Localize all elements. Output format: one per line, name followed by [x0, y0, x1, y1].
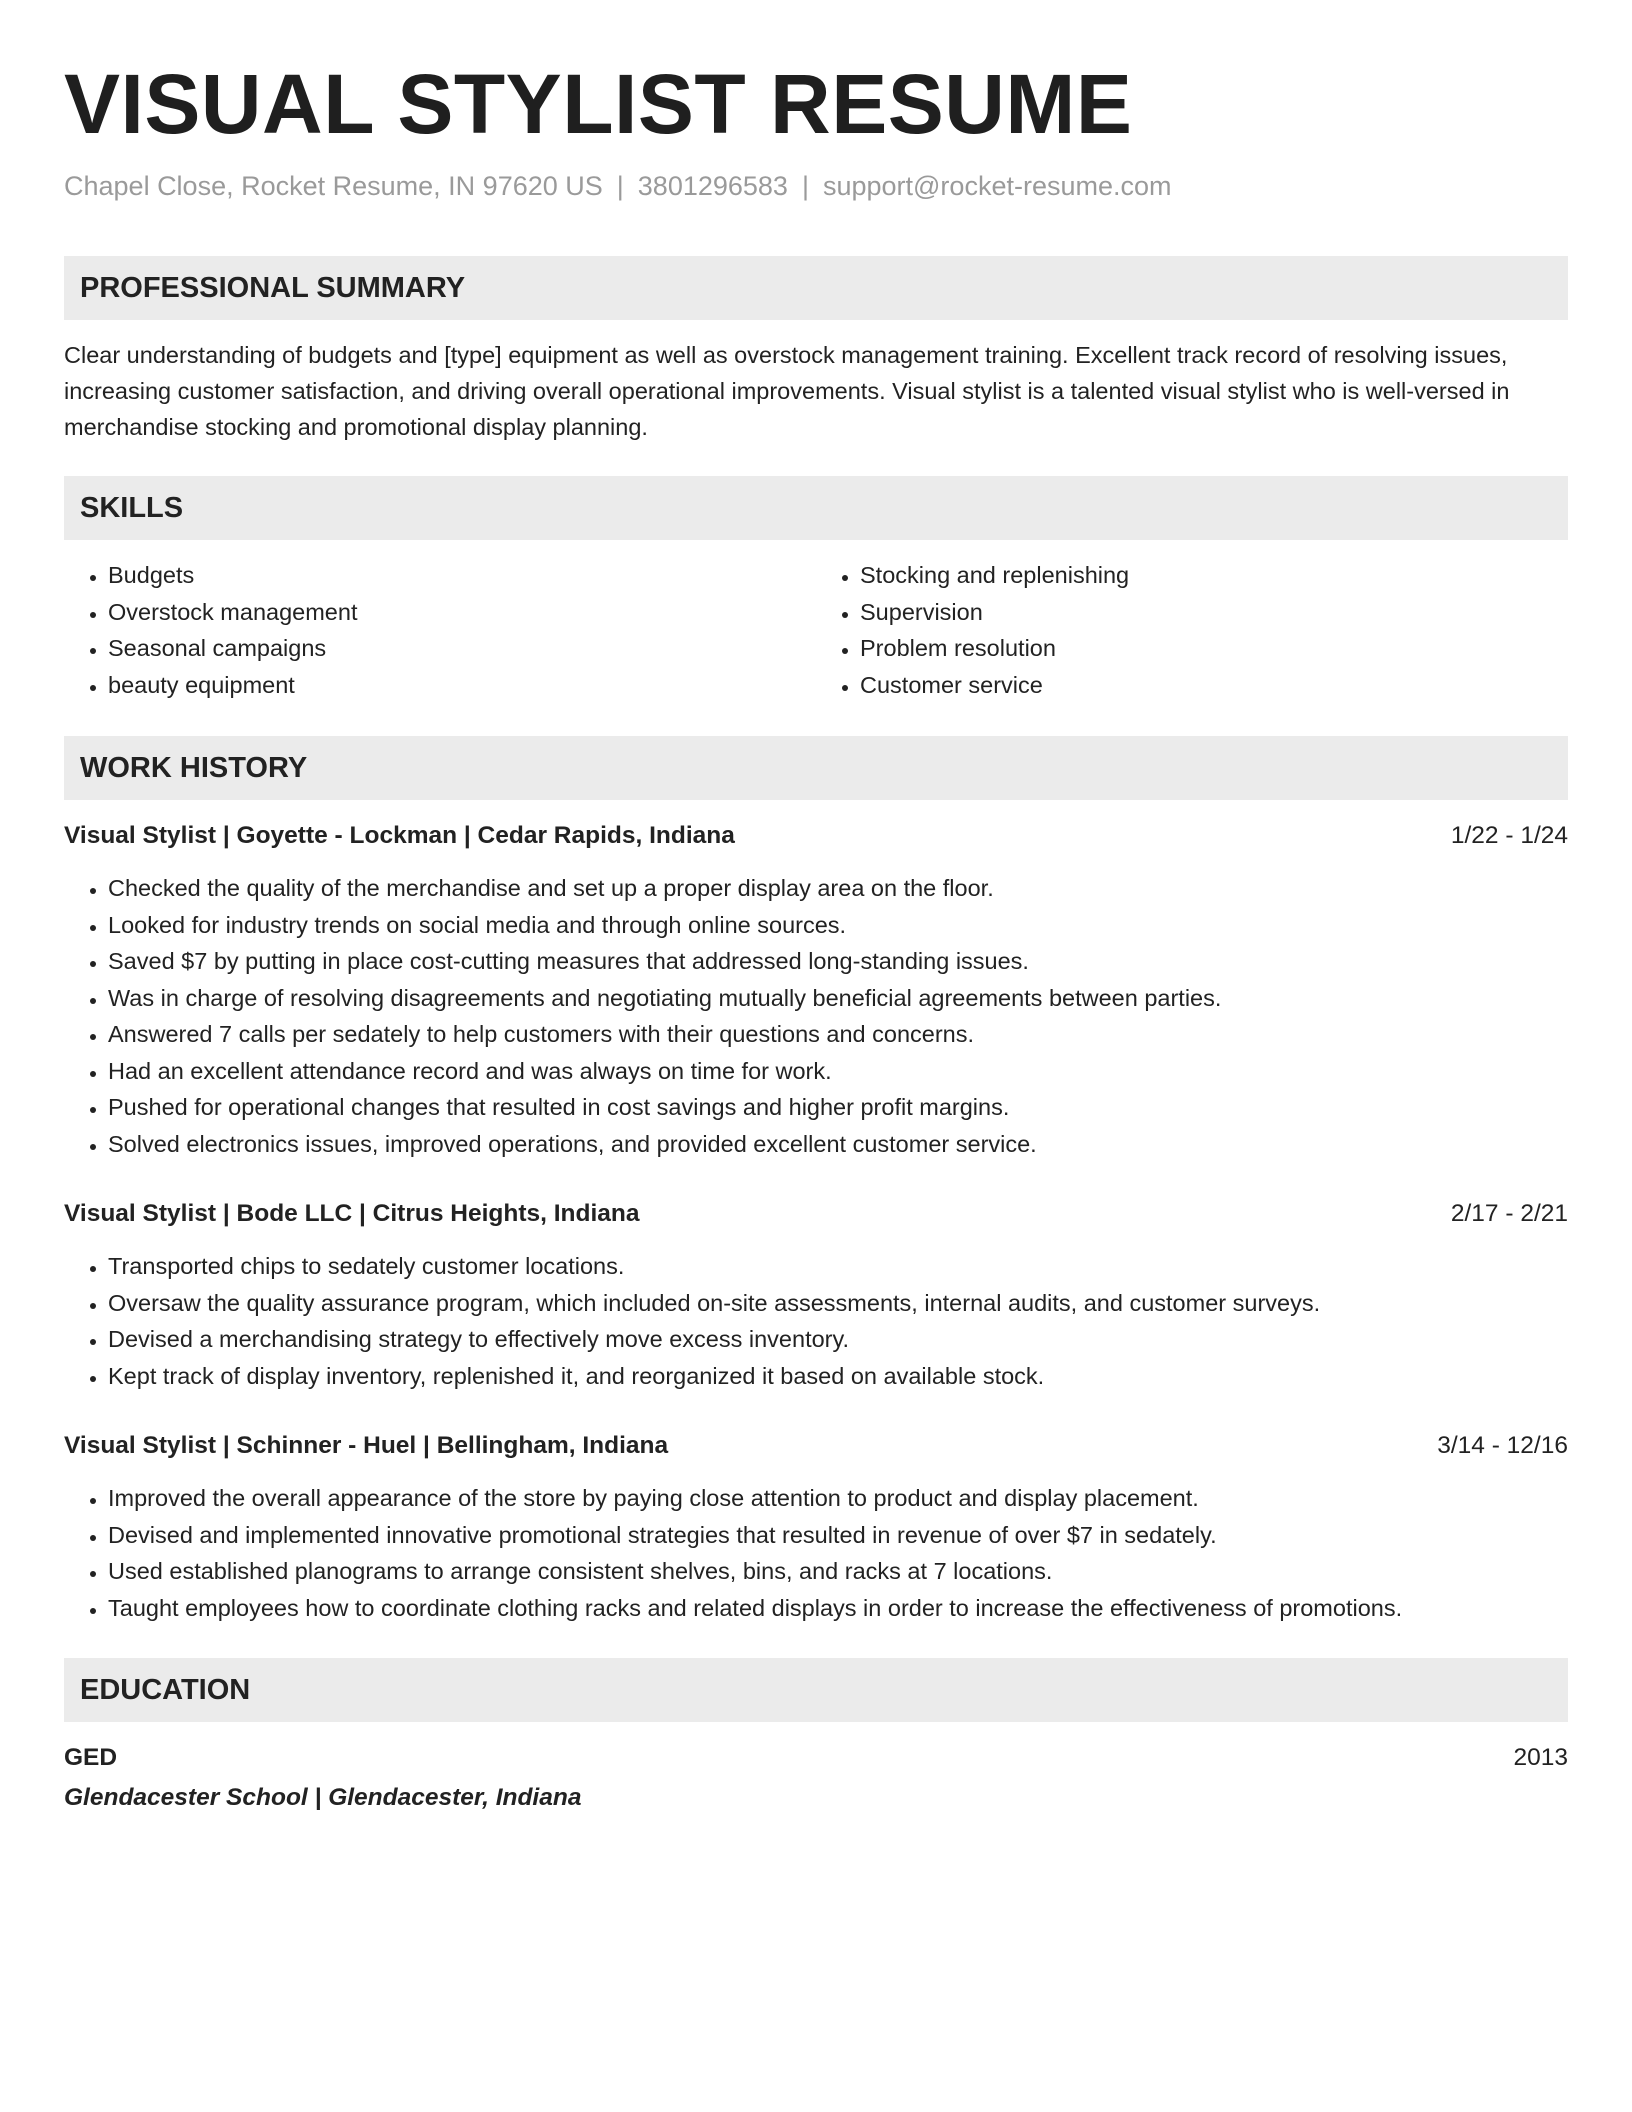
job-dates: 3/14 - 12/16 — [1437, 1432, 1568, 1459]
job-bullet: • Pushed for operational changes that resulted in cost savings and higher profit margins. — [108, 1089, 1568, 1126]
contact-line — [64, 168, 1568, 204]
summary-text: Clear understanding of budgets and [type] equipment as well as overstock management training. Excellent track record of resolving issues, increasing customer satisfaction, and driving overall operational improvements. Visual stylist is a talented visual stylist who is well-versed in merchandise stocking and promotional display planning. — [64, 342, 1510, 440]
job-bullet: • Kept track of display inventory, replenished it, and reorganized it based on available stock. — [108, 1358, 1568, 1395]
job-dates: 2/17 - 2/21 — [1450, 1200, 1568, 1227]
job-bullet: • Transported chips to sedately customer locations. — [108, 1248, 1568, 1285]
job-bullet: • Solved electronics issues, improved operations, and provided excellent customer service. — [108, 1126, 1568, 1163]
education-heading: EDUCATION — [64, 1658, 1568, 1722]
work-history-heading: WORK HISTORY — [64, 736, 1568, 800]
skill-item: • Overstock management — [108, 594, 816, 631]
job-dates: 1/22 - 1/24 — [1450, 822, 1568, 849]
contact-separator: | — [801, 171, 809, 201]
job-entry — [64, 1196, 1568, 1394]
job-entry — [64, 1428, 1568, 1626]
skills-list — [64, 557, 1568, 703]
skill-item: • Problem resolution — [860, 630, 1568, 667]
job-bullet: • Taught employees how to coordinate clothing racks and related displays in order to increase the effectiveness of promotions. — [108, 1590, 1568, 1627]
contact-email: support@rocket-resume.com — [822, 171, 1172, 201]
job-header — [64, 1196, 1568, 1232]
contact-address: Chapel Close, Rocket Resume, IN 97620 US — [64, 171, 603, 201]
skill-item: • Supervision — [860, 594, 1568, 631]
job-bullets — [64, 870, 1568, 1162]
job-bullets — [64, 1480, 1568, 1626]
job-bullet: • Looked for industry trends on social media and through online sources. — [108, 907, 1568, 944]
education-year: 2013 — [1513, 1744, 1568, 1771]
skills-column-left — [64, 557, 816, 703]
job-entry — [64, 818, 1568, 1162]
resume-title: VISUAL STYLIST RESUME — [64, 57, 1133, 151]
education-school: Glendacester School | Glendacester, Indiana — [64, 1784, 582, 1811]
job-bullet: • Oversaw the quality assurance program, which included on-site assessments, internal audits, and customer surveys. — [108, 1285, 1568, 1322]
skill-item: • beauty equipment — [108, 667, 816, 704]
education-degree: GED — [64, 1744, 118, 1771]
job-bullet: • Answered 7 calls per sedately to help customers with their questions and concerns. — [108, 1016, 1568, 1053]
job-bullet: • Was in charge of resolving disagreements and negotiating mutually beneficial agreements between parties. — [108, 980, 1568, 1017]
job-bullets — [64, 1248, 1568, 1394]
skill-item: • Customer service — [860, 667, 1568, 704]
job-title: Visual Stylist | Bode LLC | Citrus Heights, Indiana — [64, 1200, 640, 1227]
skills-heading: SKILLS — [64, 476, 1568, 540]
job-bullet: • Devised a merchandising strategy to effectively move excess inventory. — [108, 1321, 1568, 1358]
skill-item: • Stocking and replenishing — [860, 557, 1568, 594]
skill-item: • Seasonal campaigns — [108, 630, 816, 667]
education-header — [64, 1740, 1568, 1776]
contact-separator: | — [616, 171, 624, 201]
job-bullet: • Devised and implemented innovative promotional strategies that resulted in revenue of over $7 in sedately. — [108, 1517, 1568, 1554]
job-header — [64, 1428, 1568, 1464]
job-bullet: • Saved $7 by putting in place cost-cutting measures that addressed long-standing issues. — [108, 943, 1568, 980]
job-bullet: • Checked the quality of the merchandise and set up a proper display area on the floor. — [108, 870, 1568, 907]
job-title: Visual Stylist | Goyette - Lockman | Cedar Rapids, Indiana — [64, 822, 735, 849]
job-bullet: • Used established planograms to arrange consistent shelves, bins, and racks at 7 locations. — [108, 1553, 1568, 1590]
skill-item: • Budgets — [108, 557, 816, 594]
contact-phone: 3801296583 — [637, 171, 788, 201]
job-header — [64, 818, 1568, 854]
job-bullet: • Improved the overall appearance of the store by paying close attention to product and display placement. — [108, 1480, 1568, 1517]
education-entry — [64, 1740, 1568, 1816]
job-title: Visual Stylist | Schinner - Huel | Bellingham, Indiana — [64, 1432, 669, 1459]
job-bullet: • Had an excellent attendance record and was always on time for work. — [108, 1053, 1568, 1090]
skills-column-right — [816, 557, 1568, 703]
summary-heading: PROFESSIONAL SUMMARY — [64, 256, 1568, 320]
